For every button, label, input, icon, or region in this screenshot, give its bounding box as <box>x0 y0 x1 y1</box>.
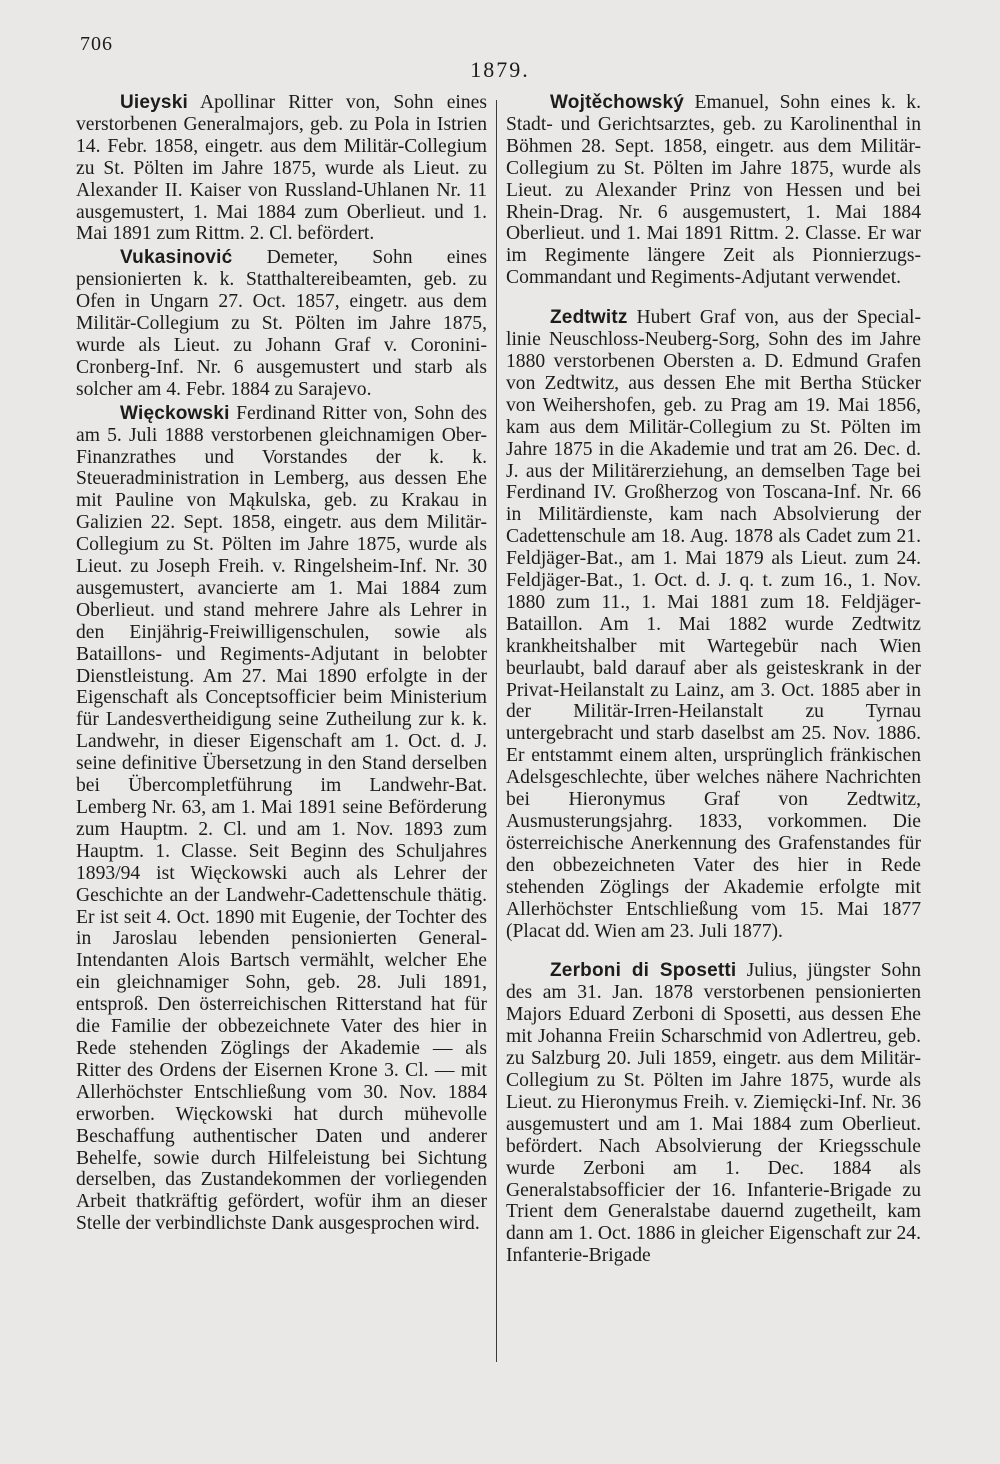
entry-text: Julius, jüngster Sohn des am 31. Jan. 1878 verstorbenen pensionierten Majors Eduard Zerboni di Sposetti, aus dessen Ehe mit Johanna Freiin Scharschmid von Adlertreu, geb. zu Salzburg 20. Juli 1859, eingetr. aus dem Militär-Collegium zu St. Pölten im Jahre 1875, wurde als Lieut. zu Hieronymus Freih. v. Ziemięcki-Inf. Nr. 36 ausgemustert und am 1. Mai 1884 zum Oberlieut. befördert. Nach Absolvierung der Kriegsschule wurde Zerboni am 1. Dec. 1884 als Generalstabsofficier der 16. Infanterie-Brigade zu Trient dem Generalstabe dauernd zugetheilt, kam dann am 1. Oct. 1886 in gleicher Eigenschaft zur 24. Infanterie-Brigade <box>506 960 922 1267</box>
entry-name: Wojtěchowský <box>550 92 685 113</box>
entry-name: Uieyski <box>120 92 188 113</box>
entry-text: Emanuel, Sohn eines k. k. Stadt- und Gerichtsarztes, geb. zu Karolinenthal in Böhmen 28. Sept. 1858, eingetr. aus dem Militär-Collegium zu St. Pölten im Jahre 1875, wurde als Lieut. zu Alexander Prinz von Hessen und bei Rhein-Drag. Nr. 6 ausgemustert, 1. Mai 1884 Oberlieut. und 1. Mai 1891 Rittm. 2. Classe. Er war im Regimente längere Zeit als Pionnierzugs-Commandant und Regiments-Adjutant verwendet. <box>506 92 921 289</box>
right-column <box>506 92 921 1267</box>
entry-name: Zerboni di Sposetti <box>550 960 737 982</box>
column-divider <box>496 100 497 1362</box>
entry-zerboni <box>506 960 921 1267</box>
entry-vukasinovic <box>76 247 487 400</box>
page-year-heading: 1879. <box>470 57 530 82</box>
entry-wieckowski <box>76 403 487 1235</box>
entry-text: Hubert Graf von, aus der Special-linie Neuschloss-Neuberg-Sorg, Sohn des im Jahre 1880 verstorbenen Obersten a. D. Edmund Grafen von Zedtwitz, aus dessen Ehe mit Bertha Stücker von Weihershofen, geb. zu Prag am 19. Mai 1856, kam aus dem Militär-Collegium zu St. Pölten im Jahre 1875 in die Akademie und trat am 26. Dec. d. J. aus der Militärerziehung, an demselben Tage bei Ferdinand IV. Großherzog von Toscana-Inf. Nr. 66 in Militärdienste, kam nach Absolvierung der Cadettenschule am 18. Aug. 1878 als Cadet zum 21. Feldjäger-Bat., am 1. Mai 1879 als Lieut. zum 24. Feldjäger-Bat., 1. Oct. d. J. q. t. zum 16., 1. Nov. 1880 zum 11., 1. Mai 1881 zum 18. Feldjäger-Bataillon. Am 1. Mai 1882 wurde Zedtwitz krankheitshalber mit Wartegebür nach Wien beurlaubt, bald darauf aber als geisteskrank in der Privat-Heilanstalt zu Lainz, am 3. Oct. 1885 aber in der Militär-Irren-Heilanstalt zu Tyrnau untergebracht und starb daselbst am 25. Nov. 1886. Er entstammt einem alten, ursprünglich fränkischen Adelsgeschlechte, über welches nähere Nachrichten bei Hieronymus Graf von Zedtwitz, Ausmusterungsjahrg. 1833, vorkommen. Die österreichische Anerkennung des Grafenstandes für den obbezeichneten Vater des hier in Rede stehenden Zöglings der Akademie erfolgte mit Allerhöchster Entschließung vom 15. Mai 1877 (Placat dd. Wien am 23. Juli 1877). <box>506 307 922 942</box>
entry-wojtechowsky <box>506 92 921 289</box>
entry-name: Więckowski <box>120 402 230 424</box>
entry-uieyski <box>76 92 487 245</box>
page-number: 706 <box>80 33 113 55</box>
entry-text: Ferdinand Ritter von, Sohn des am 5. Juli 1888 verstorbenen gleichnamigen Ober-Finanzrathes und Vorstandes der k. k. Steueradministration in Lemberg, aus dessen Ehe mit Pauline von Mąkulska, geb. zu Krakau in Galizien 22. Sept. 1858, eingetr. aus dem Militär-Collegium zu St. Pölten im Jahre 1875, wurde als Lieut. zu Joseph Freih. v. Ringelsheim-Inf. Nr. 30 ausgemustert, avancierte am 1. Mai 1884 zum Oberlieut. und stand mehrere Jahre als Lehrer in den Einjährig-Freiwilligenschulen, sowie als Bataillons- und Regiments-Adjutant in belobter Dienstleistung. Am 27. Mai 1890 erfolgte in der Eigenschaft als Conceptsofficier beim Ministerium für Landesvertheidigung seine Zutheilung zur k. k. Landwehr, in dieser Eigenschaft am 1. Oct. d. J. seine definitive Übersetzung in den Stand derselben bei Übercompletführung im Landwehr-Bat. Lemberg Nr. 63, am 1. Mai 1891 seine Beförderung zum Hauptm. 2. Cl. und am 1. Nov. 1893 zum Hauptm. 1. Classe. Seit Beginn des Schuljahres 1893/94 ist Więckowski auch als Lehrer der Geschichte an der Landwehr-Cadettenschule thätig. Er ist seit 4. Oct. 1890 mit Eugenie, der Tochter des in Jaroslau lebenden pensionierten General-Intendanten Alois Bartsch vermählt, welcher Ehe ein gleichnamiger Sohn, geb. 28. Juli 1891, entsproß. Den österreichischen Ritterstand hat für die Familie der obbezeichnete Vater des hier in Rede stehenden Zöglings der Akademie — als Ritter des Ordens der Eisernen Krone 3. Cl. — mit Allerhöchster Entschließung vom 30. Nov. 1884 erworben. Więckowski hat durch mühevolle Beschaffung authentischer Daten und anderer Behelfe, sowie durch Hilfeleistung bei Sichtung derselben, das Zustandekommen der vorliegenden Arbeit thatkräftig gefördert, wofür ihm an dieser Stelle der verbindlichste Dank ausgesprochen wird. <box>76 402 488 1235</box>
entry-name: Vukasinović <box>120 247 233 269</box>
left-column <box>76 92 487 1235</box>
entry-zedtwitz <box>506 307 921 942</box>
entry-text: Apollinar Ritter von, Sohn eines verstorbenen Generalmajors, geb. zu Pola in Istrien 14. Febr. 1858, eingetr. aus dem Militär-Collegium zu St. Pölten im Jahre 1875, wurde als Lieut. zu Alexander II. Kaiser von Russland-Uhlanen Nr. 11 ausgemustert, 1. Mai 1884 zum Oberlieut. und 1. Mai 1891 zum Rittm. 2. Cl. befördert. <box>76 92 487 245</box>
entry-name: Zedtwitz <box>550 307 628 329</box>
entry-text: Demeter, Sohn eines pensionierten k. k. Statthaltereibeamten, geb. zu Ofen in Ungarn 27. Oct. 1857, eingetr. aus dem Militär-Collegium zu St. Pölten im Jahre 1875, wurde als Lieut. zu Johann Graf v. Coronini-Cronberg-Inf. Nr. 6 ausgemustert und starb als solcher am 4. Febr. 1884 zu Sarajevo. <box>76 247 487 400</box>
